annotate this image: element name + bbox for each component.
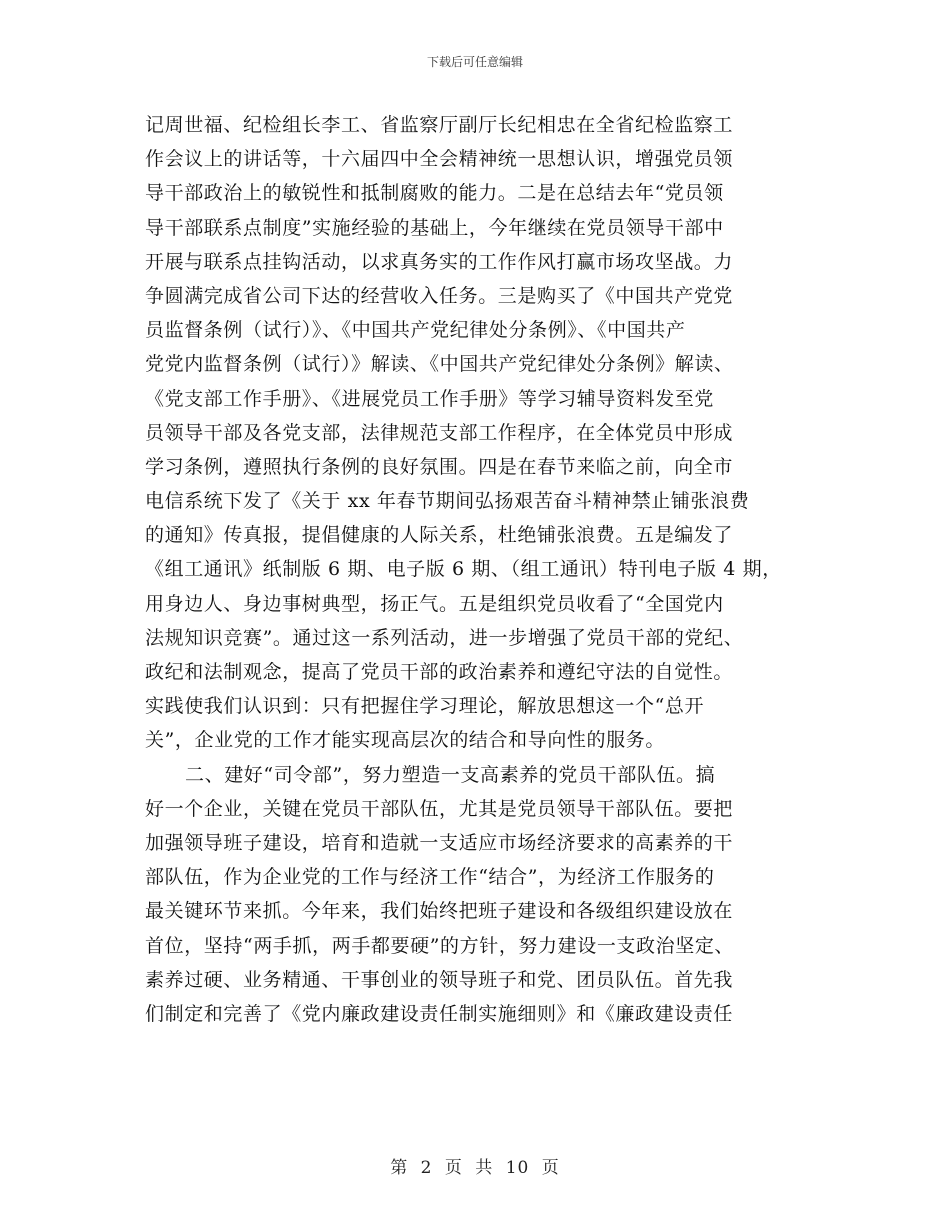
text-line: 开展与联系点挂钩活动，以求真务实的工作作风打赢市场攻坚战。力 [145,250,734,273]
text-line: 的通知》传真报，提倡健康的人际关系，杜绝铺张浪费。五是编发了 [145,524,734,547]
text-line: 争圆满完成省公司下达的经营收入任务。三是购买了《中国共产党党 [145,284,734,307]
text-line: 员监督条例（试行）》、《中国共产党纪律处分条例》、《中国共产 [145,319,686,342]
page-header: 下载后可任意编辑 [426,55,523,69]
document-body [145,108,815,1031]
paragraph-start-line: 二、建好“司令部”，努力塑造一支高素养的党员干部队伍。搞 [185,763,716,786]
text-line: 用身边人、身边事树典型，扬正气。五是组织党员收看了“全国党内 [145,592,724,615]
text-line: 实践使我们认识到：只有把握住学习理论，解放思想这一个“总开 [145,695,705,718]
text-line: 导干部政治上的敏锐性和抵制腐败的能力。二是在总结去年“党员领 [145,182,724,205]
text-line: 加强领导班子建设，培育和造就一支适应市场经济要求的高素养的干 [145,831,734,854]
text-line: 记周世福、纪检组长李工、省监察厅副厅长纪相忠在全省纪检监察工 [145,114,734,136]
text-line: 党党内监督条例（试行）》解读、《中国共产党纪律处分条例》解读、 [145,353,734,376]
text-line: 学习条例，遵照执行条例的良好氛围。四是在春节来临之前，向全市 [145,455,734,478]
text-line: 素养过硬、业务精通、干事创业的领导班子和党、团员队伍。首先我 [145,968,734,991]
text-line: 作会议上的讲话等，十六届四中全会精神统一思想认识，增强党员领 [145,148,734,171]
text-line: 政纪和法制观念，提高了党员干部的政治素养和遵纪守法的自觉性。 [145,661,734,683]
text-line: 们制定和完善了《党内廉政建设责任制实施细则》和《廉政建设责任 [145,1002,734,1025]
text-line: 关”，企业党的工作才能实现高层次的结合和导向性的服务。 [145,729,665,752]
text-line: 部队伍，作为企业党的工作与经济工作“结合”，为经济工作服务的 [145,866,715,889]
text-line: 法规知识竞赛”。通过这一系列活动，进一步增强了党员干部的党纪、 [145,626,744,649]
text-line: 好一个企业，关键在党员干部队伍，尤其是党员领导干部队伍。要把 [145,797,734,820]
text-line: 首位，坚持“两手抓，两手都要硬”的方针，努力建设一支政治坚定、 [145,934,735,957]
text-line: 导干部联系点制度”实施经验的基础上，今年继续在党员领导干部中 [145,216,724,239]
text-line: 《组工通讯》纸制版 6 期、电子版 6 期、（组工通讯）特刊电子版 4 期， [145,558,782,581]
text-line: 最关键环节来抓。今年来，我们始终把班子建设和各级组织建设放在 [145,900,734,923]
text-line: 员领导干部及各党支部，法律规范支部工作程序，在全体党员中形成 [145,421,734,444]
text-line: 《党支部工作手册》、《进展党员工作手册》等学习辅导资料发至党 [145,387,715,410]
page-number-footer: 第 2 页 共 10 页 [390,1158,560,1178]
text-line: 电信系统下发了《关于 xx 年春节期间弘扬艰苦奋斗精神禁止铺张浪费 [145,490,750,513]
